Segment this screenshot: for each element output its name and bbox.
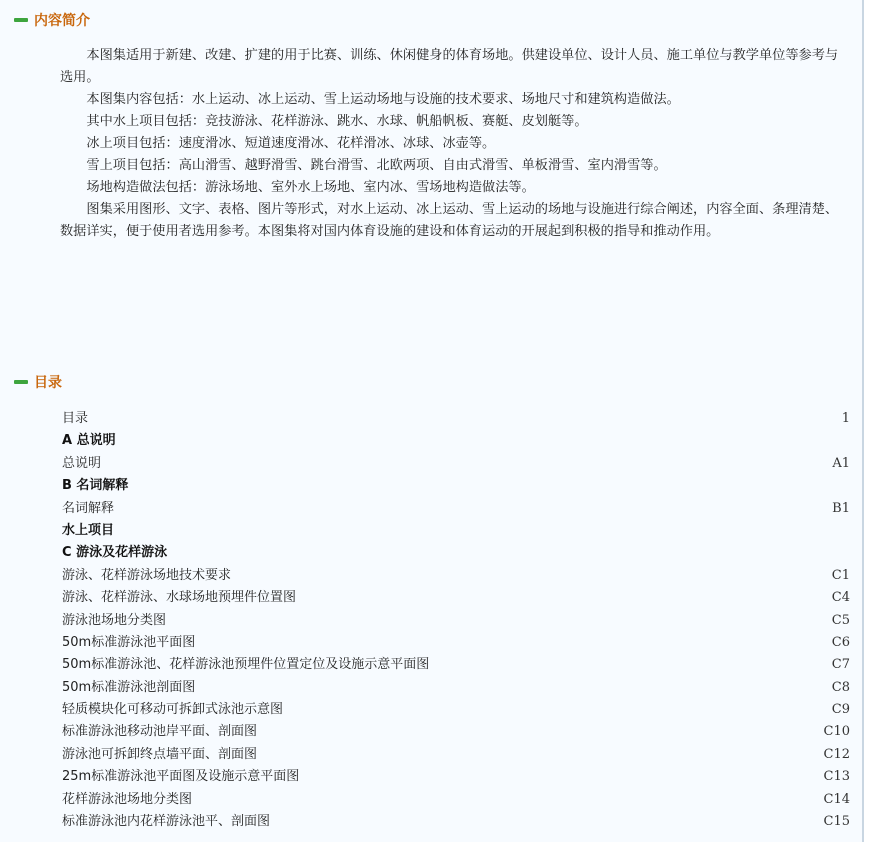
toc-entry-title: 游泳池可拆卸终点墙平面、剖面图: [62, 746, 258, 762]
toc-entry[interactable]: [62, 699, 852, 721]
intro-paragraph: 图集采用图形、文字、表格、图片等形式，对水上运动、冰上运动、雪上运动的场地与设施进行综合阐述，内容全面、条理清楚、数据详实，便于使用者选用参考。本图集将对国内体育设施的建设和体育运动的开展起到积极的指导和推动作用。: [60, 202, 839, 239]
toc-heading: [62, 430, 852, 452]
toc-entry[interactable]: [62, 632, 852, 654]
toc-section-title: [14, 372, 62, 392]
intro-section-title: [14, 10, 90, 30]
toc-entry[interactable]: [62, 453, 852, 475]
intro-title: 内容简介: [34, 13, 90, 29]
intro-paragraph: 本图集内容包括：水上运动、冰上运动、雪上运动场地与设施的技术要求、场地尺寸和建筑构造做法。: [86, 92, 680, 107]
section-bullet-icon: [14, 380, 28, 384]
section-bullet-icon: [14, 18, 28, 22]
toc-entry-title: 50m标准游泳池剖面图: [62, 679, 196, 695]
toc-entry[interactable]: [62, 408, 852, 430]
toc-entry[interactable]: [62, 744, 852, 766]
toc-entry-code: C8: [831, 679, 850, 695]
toc-entry[interactable]: [62, 565, 852, 587]
toc-entry-title: C 游泳及花样游泳: [62, 545, 168, 561]
intro-text: [60, 45, 840, 243]
toc-entry-code: [850, 520, 852, 542]
toc-entry-code: [850, 430, 852, 452]
toc-entry[interactable]: [62, 677, 852, 699]
intro-paragraph: 本图集适用于新建、改建、扩建的用于比赛、训练、休闲健身的体育场地。供建设单位、设计人员、施工单位与教学单位等参考与选用。: [60, 48, 839, 85]
toc-entry[interactable]: [62, 610, 852, 632]
toc-entry-title: 目录: [62, 411, 89, 426]
toc-entry-title: 游泳池场地分类图: [62, 612, 167, 628]
toc-entry-code: C6: [831, 634, 850, 650]
toc-entry-title: B 名词解释: [62, 478, 129, 494]
toc-entry-code: C10: [823, 724, 850, 740]
toc-entry-title: 50m标准游泳池平面图: [62, 634, 196, 650]
toc-entry[interactable]: [62, 766, 852, 788]
toc-heading: [62, 542, 852, 564]
toc-entry-code: C7: [831, 657, 850, 673]
toc-heading: [62, 520, 852, 542]
toc-entry-code: C1: [831, 567, 850, 583]
toc-entry-title: 花样游泳池场地分类图: [62, 791, 193, 807]
toc-entry-title: A 总说明: [62, 433, 116, 449]
toc-entry-title: 轻质模块化可移动可拆卸式泳池示意图: [62, 702, 284, 718]
toc-entry-code: C4: [831, 590, 850, 606]
toc-entry-code: C13: [823, 769, 850, 785]
toc-entry[interactable]: [62, 587, 852, 609]
toc-entry-title: 总说明: [62, 455, 102, 471]
toc-entry-code: C15: [823, 814, 850, 830]
toc-entry[interactable]: [62, 811, 852, 833]
intro-paragraph: 场地构造做法包括：游泳场地、室外水上场地、室内冰、雪场地构造做法等。: [86, 180, 535, 195]
toc-entry-title: 水上项目: [62, 522, 115, 538]
toc-entry-title: 标准游泳池移动池岸平面、剖面图: [62, 724, 258, 740]
toc-entry-title: 25m标准游泳池平面图及设施示意平面图: [62, 769, 300, 785]
toc-entry-code: 1: [841, 411, 850, 426]
toc-entry[interactable]: [62, 721, 852, 743]
toc-entry[interactable]: [62, 789, 852, 811]
toc-entry-title: 标准游泳池内花样游泳池平、剖面图: [62, 814, 271, 830]
toc-entry-title: 名词解释: [62, 500, 115, 516]
intro-paragraph: 雪上项目包括：高山滑雪、越野滑雪、跳台滑雪、北欧两项、自由式滑雪、单板滑雪、室内滑雪等。: [86, 158, 667, 173]
intro-paragraph: 冰上项目包括：速度滑冰、短道速度滑冰、花样滑冰、冰球、冰壶等。: [86, 136, 496, 151]
toc-entry-code: C5: [831, 612, 850, 628]
toc-entry-title: 游泳、花样游泳场地技术要求: [62, 567, 232, 583]
intro-paragraph: 其中水上项目包括：竞技游泳、花样游泳、跳水、水球、帆船帆板、赛艇、皮划艇等。: [86, 114, 588, 129]
toc-entry-code: [850, 475, 852, 497]
toc-entry[interactable]: [62, 654, 852, 676]
toc-title: 目录: [34, 375, 62, 391]
toc-entry-code: C9: [831, 702, 850, 718]
toc-entry-code: [850, 542, 852, 564]
toc-entry-code: B1: [832, 500, 850, 516]
toc-entry-code: C14: [823, 791, 850, 807]
toc-entry-code: A1: [832, 455, 850, 471]
toc-entry[interactable]: [62, 498, 852, 520]
toc-entry-code: C12: [823, 746, 850, 762]
toc-entry-title: 50m标准游泳池、花样游泳池预埋件位置定位及设施示意平面图: [62, 657, 430, 673]
toc-heading: [62, 475, 852, 497]
toc-entry-title: 游泳、花样游泳、水球场地预埋件位置图: [62, 590, 297, 606]
table-of-contents: [62, 408, 852, 833]
